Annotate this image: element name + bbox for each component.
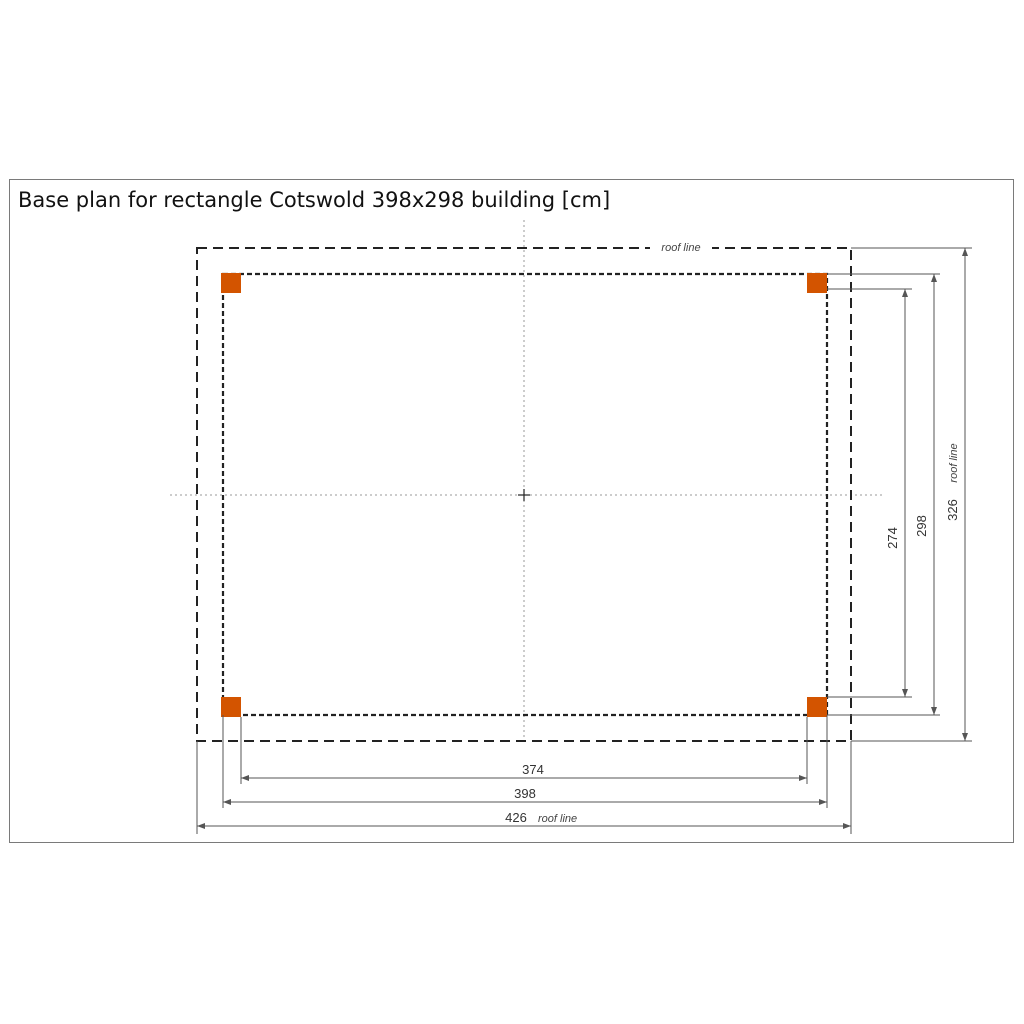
corner-post-top-right [807,273,827,293]
corner-post-bottom-left [221,697,241,717]
dimension-label-274: 274 [885,527,900,549]
dimension-label-374: 374 [522,762,544,777]
dimension-label-326: 326 [945,499,960,521]
diagram-title: Base plan for rectangle Cotswold 398x298 building [cm] [18,188,611,212]
dimension-label-298: 298 [914,515,929,537]
corner-post-top-left [221,273,241,293]
dimension-label-426: 426 [505,810,527,825]
roof-line-label-top: roof line [661,242,701,254]
roof-line-label-bottom: roof line [538,813,578,825]
corner-post-bottom-right [807,697,827,717]
roof-line-label-right: roof line [948,443,960,483]
dimension-label-398: 398 [514,786,536,801]
